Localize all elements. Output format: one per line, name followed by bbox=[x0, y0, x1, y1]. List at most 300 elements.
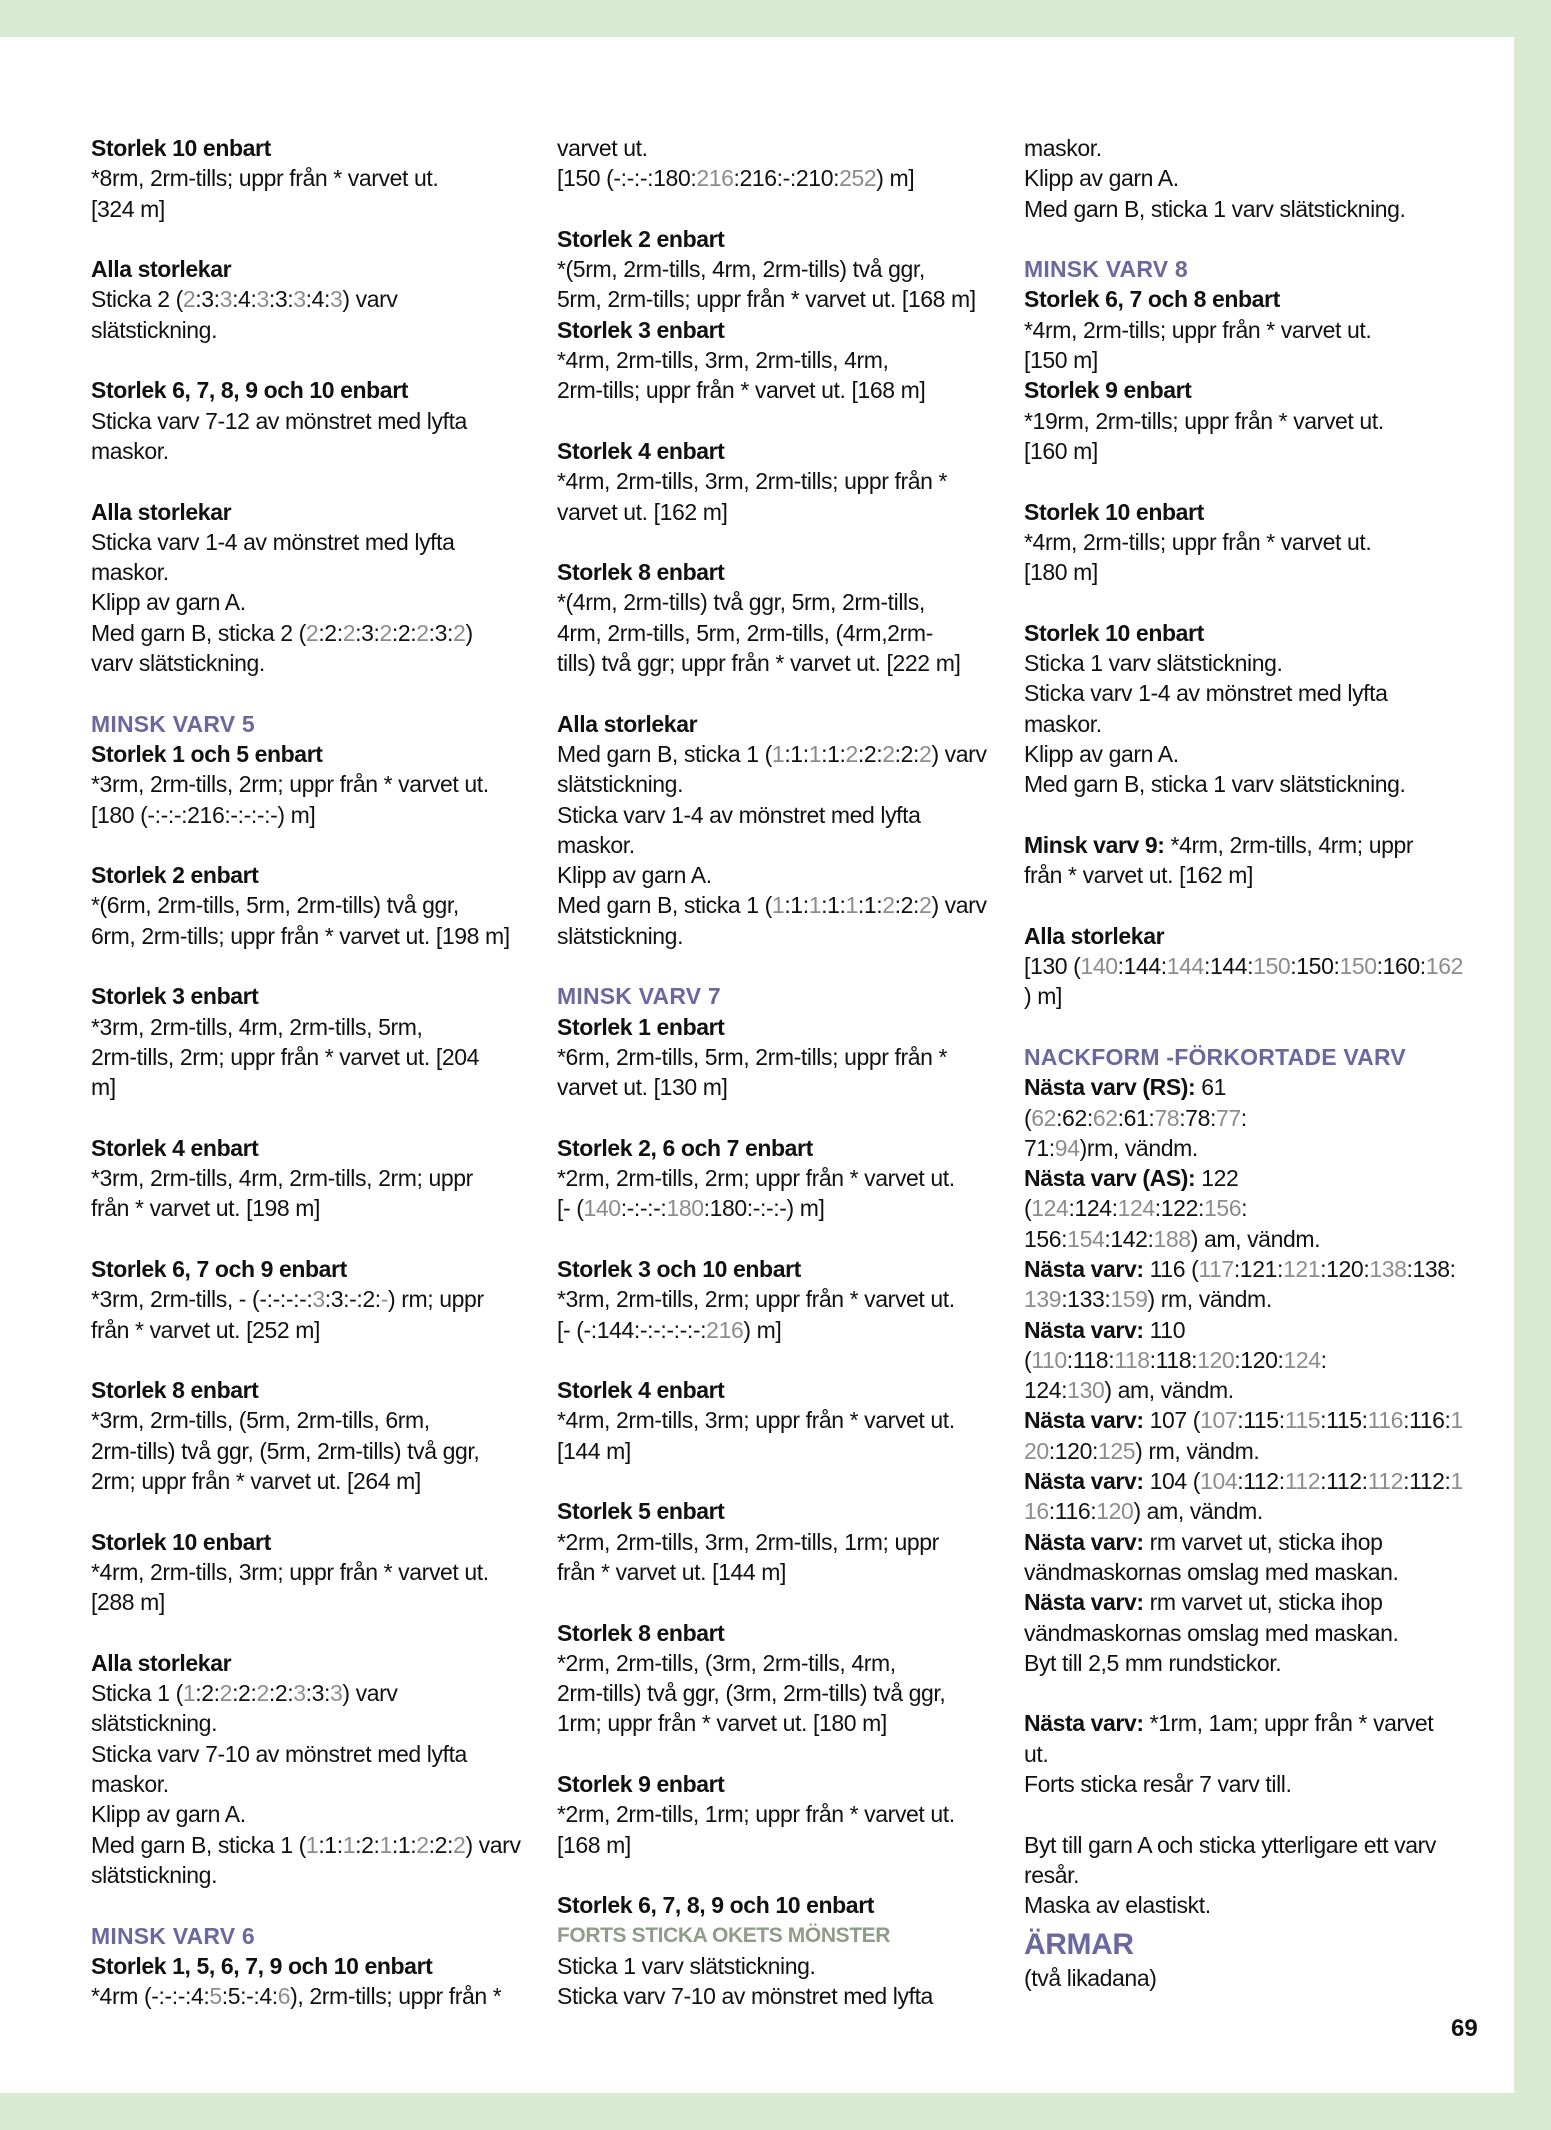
text-run: 188 bbox=[1153, 1225, 1191, 1252]
text-block bbox=[557, 1133, 1007, 1224]
text-line: *3rm, 2rm-tills, 4rm, 2rm-tills, 5rm, bbox=[91, 1013, 423, 1040]
text-run: 2 bbox=[256, 1680, 269, 1707]
text-run: 144 bbox=[1166, 953, 1204, 980]
text-run: 20 bbox=[1024, 1437, 1049, 1464]
text-line: varvet ut. bbox=[557, 135, 648, 161]
text-line: [144 m] bbox=[557, 1437, 631, 1464]
section-heading: ÄRMAR bbox=[1024, 1927, 1134, 1961]
text-run: :1: bbox=[857, 892, 883, 919]
text-run: 3 bbox=[330, 1680, 343, 1707]
text-line bbox=[1024, 1254, 1464, 1284]
text-run: *4rm (-:-:-:4: bbox=[91, 1983, 210, 2010]
text-line bbox=[91, 1830, 531, 1860]
text-line: tills) två ggr; uppr från * varvet ut. [222 m] bbox=[557, 650, 961, 677]
text-run: [150 (-:-:-:180: bbox=[557, 165, 697, 192]
text-run: ) varv bbox=[342, 1680, 398, 1707]
text-line: Sticka varv 7-10 av mönstret med lyfta bbox=[557, 1983, 933, 2010]
text-block bbox=[91, 1648, 531, 1890]
text-run: : bbox=[1240, 1104, 1247, 1131]
size-heading: Storlek 8 enbart bbox=[91, 1377, 259, 1404]
text-run: :118: bbox=[1149, 1346, 1198, 1373]
text-line: *4rm, 2rm-tills; uppr från * varvet ut. bbox=[1024, 528, 1372, 555]
text-line bbox=[1024, 1103, 1464, 1133]
text-line: Klipp av garn A. bbox=[557, 862, 712, 889]
text-run: 1 bbox=[1450, 1468, 1463, 1495]
text-run: :1: bbox=[784, 892, 809, 919]
text-line: Sticka varv 1-4 av mönstret med lyfta bbox=[1024, 680, 1388, 707]
size-heading: Alla storlekar bbox=[91, 498, 232, 525]
text-line: slätstickning. bbox=[91, 316, 218, 343]
text-line: maskor. bbox=[1024, 135, 1102, 161]
text-run: :118: bbox=[1066, 1346, 1115, 1373]
text-block bbox=[557, 1769, 1007, 1860]
text-run: :216:-:210: bbox=[733, 165, 840, 192]
text-run: 150 bbox=[1253, 953, 1291, 980]
text-line: *2rm, 2rm-tills, 1rm; uppr från * varvet ut. bbox=[557, 1801, 955, 1828]
text-run: ( bbox=[1024, 1195, 1032, 1222]
text-line bbox=[91, 618, 531, 648]
text-run: :120: bbox=[1048, 1437, 1098, 1464]
text-run: Nästa varv: bbox=[1024, 1316, 1144, 1343]
text-run: 1 bbox=[771, 892, 785, 919]
text-run: :2: bbox=[195, 1680, 220, 1707]
size-heading: Storlek 10 enbart bbox=[1024, 619, 1204, 646]
text-line: Sticka 1 varv slätstickning. bbox=[1024, 650, 1283, 677]
text-run: :120: bbox=[1320, 1255, 1370, 1282]
page bbox=[0, 37, 1514, 2093]
text-line: *2rm, 2rm-tills, 3rm, 2rm-tills, 1rm; uppr bbox=[557, 1528, 939, 1555]
text-run: :115: bbox=[1237, 1407, 1285, 1434]
size-heading: Storlek 4 enbart bbox=[557, 1377, 725, 1404]
text-run: 112 bbox=[1367, 1468, 1404, 1495]
text-run: :1: bbox=[821, 892, 846, 919]
text-run: :2: bbox=[232, 1680, 257, 1707]
text-run: : bbox=[1241, 1195, 1248, 1222]
text-block bbox=[1024, 133, 1464, 224]
text-line: *4rm, 2rm-tills, 3rm; uppr från * varvet ut. bbox=[91, 1558, 489, 1585]
text-run: 107 bbox=[1200, 1407, 1238, 1434]
text-run: :2: bbox=[894, 892, 920, 919]
text-line bbox=[91, 1678, 531, 1708]
text-line: vändmaskornas omslag med maskan. bbox=[1024, 1558, 1399, 1585]
text-line: 5rm, 2rm-tills; uppr från * varvet ut. [168 m] bbox=[557, 286, 976, 313]
text-line: [288 m] bbox=[91, 1589, 165, 1616]
text-run: :78: bbox=[1179, 1104, 1216, 1131]
text-run: ) bbox=[465, 619, 473, 646]
text-line bbox=[557, 890, 1007, 920]
text-run: 252 bbox=[839, 165, 877, 192]
text-run: :2: bbox=[268, 1680, 294, 1707]
text-line: [168 m] bbox=[557, 1831, 631, 1858]
text-run: 216 bbox=[696, 165, 734, 192]
text-run: 1 bbox=[845, 892, 858, 919]
size-heading: Storlek 2 enbart bbox=[557, 225, 725, 252]
text-run: rm varvet ut, sticka ihop bbox=[1143, 1528, 1383, 1555]
size-heading: Storlek 10 enbart bbox=[1024, 498, 1204, 525]
text-block bbox=[1024, 497, 1464, 588]
section-heading: MINSK VARV 5 bbox=[91, 710, 255, 737]
text-line bbox=[557, 1193, 1007, 1223]
text-run: ( bbox=[1024, 1346, 1032, 1373]
text-line: m] bbox=[91, 1074, 116, 1101]
text-run: :120: bbox=[1234, 1346, 1284, 1373]
text-run: :150: bbox=[1290, 953, 1340, 980]
text-run: 138 bbox=[1369, 1255, 1407, 1282]
text-run: 2 bbox=[919, 892, 932, 919]
text-run: 3 bbox=[330, 286, 343, 313]
text-line bbox=[1024, 1224, 1464, 1254]
text-run: :4: bbox=[305, 286, 330, 313]
text-run: 120 bbox=[1197, 1346, 1235, 1373]
text-run: :144: bbox=[1117, 953, 1167, 980]
text-run: :2: bbox=[355, 1831, 380, 1858]
text-run: :160: bbox=[1376, 953, 1426, 980]
text-run: 1 bbox=[808, 892, 822, 919]
size-heading: Storlek 3 enbart bbox=[91, 983, 259, 1010]
text-line: ut. bbox=[1024, 1740, 1049, 1767]
text-line: *(6rm, 2rm-tills, 5rm, 2rm-tills) två ggr, bbox=[91, 892, 459, 919]
text-line: maskor. bbox=[1024, 710, 1102, 737]
text-line: *3rm, 2rm-tills, 2rm; uppr från * varvet ut. bbox=[557, 1286, 955, 1313]
text-run: 5 bbox=[209, 1983, 222, 2010]
size-heading: Storlek 3 enbart bbox=[557, 316, 725, 343]
text-line: Klipp av garn A. bbox=[1024, 165, 1179, 192]
text-run: 1 bbox=[1450, 1407, 1463, 1434]
text-block bbox=[557, 1496, 1007, 1587]
text-line bbox=[1024, 1072, 1464, 1102]
text-run: 124 bbox=[1031, 1195, 1069, 1222]
text-run: Nästa varv: bbox=[1024, 1589, 1144, 1616]
text-line bbox=[1024, 1133, 1464, 1163]
text-line: maskor. bbox=[91, 559, 169, 586]
text-run: 2 bbox=[305, 619, 319, 646]
text-run: :112: bbox=[1403, 1468, 1451, 1495]
size-heading: Storlek 10 enbart bbox=[91, 1528, 271, 1555]
text-run: 140 bbox=[1080, 953, 1118, 980]
text-run: [- ( bbox=[557, 1195, 584, 1222]
text-run: )rm, vändm. bbox=[1079, 1134, 1198, 1161]
text-run: :133: bbox=[1061, 1286, 1111, 1313]
text-run: Nästa varv: bbox=[1024, 1407, 1144, 1434]
text-run: 180 bbox=[666, 1195, 704, 1222]
text-run: ) varv bbox=[931, 740, 987, 767]
text-run: 2 bbox=[342, 619, 356, 646]
text-run: 2 bbox=[453, 1831, 466, 1858]
text-line: varvet ut. [130 m] bbox=[557, 1074, 728, 1101]
text-line bbox=[1024, 830, 1464, 860]
text-block bbox=[91, 1133, 531, 1224]
text-run: :1: bbox=[821, 740, 846, 767]
text-line bbox=[91, 284, 531, 314]
text-line bbox=[557, 739, 1007, 769]
text-run: 122 bbox=[1195, 1165, 1239, 1192]
text-run: 121 bbox=[1282, 1255, 1321, 1282]
text-line: *3rm, 2rm-tills, (5rm, 2rm-tills, 6rm, bbox=[91, 1407, 430, 1434]
text-line bbox=[1024, 1315, 1464, 1345]
text-line bbox=[1024, 1284, 1464, 1314]
text-line: Sticka varv 7-10 av mönstret med lyfta bbox=[91, 1740, 467, 1767]
text-run: 6 bbox=[277, 1983, 291, 2010]
text-run: :2: bbox=[857, 740, 883, 767]
text-block bbox=[91, 860, 531, 951]
text-line: *4rm, 2rm-tills, 3rm, 2rm-tills; uppr från * bbox=[557, 468, 948, 495]
text-line bbox=[1024, 1466, 1464, 1496]
text-run: 2 bbox=[453, 619, 466, 646]
text-run: 2 bbox=[845, 740, 858, 767]
section-heading: NACKFORM -FÖRKORTADE VARV bbox=[1024, 1043, 1406, 1070]
text-run: 61 bbox=[1195, 1074, 1227, 1101]
size-heading: Storlek 2 enbart bbox=[91, 862, 259, 889]
text-line: *(5rm, 2rm-tills, 4rm, 2rm-tills) två ggr, bbox=[557, 256, 925, 283]
text-run: - bbox=[380, 1286, 389, 1313]
text-run: Sticka 2 ( bbox=[91, 286, 183, 313]
text-line: slätstickning. bbox=[557, 771, 684, 798]
text-run: ( bbox=[1024, 1104, 1032, 1131]
text-run: 104 ( bbox=[1143, 1468, 1201, 1495]
text-run: 110 bbox=[1031, 1346, 1067, 1373]
text-line: varv slätstickning. bbox=[91, 650, 265, 677]
text-run: ) rm; uppr bbox=[388, 1286, 484, 1313]
text-run: [- (-:144:-:-:-:-:-: bbox=[557, 1316, 707, 1343]
text-line: Klipp av garn A. bbox=[91, 589, 246, 616]
text-run: 118 bbox=[1114, 1346, 1150, 1373]
text-run: 94 bbox=[1054, 1134, 1080, 1161]
text-block bbox=[91, 1921, 531, 2012]
text-line: slätstickning. bbox=[91, 1861, 218, 1888]
text-run: :112: bbox=[1320, 1468, 1368, 1495]
text-run: 1 bbox=[808, 740, 822, 767]
text-run: Nästa varv: bbox=[1024, 1468, 1144, 1495]
text-line: slätstickning. bbox=[557, 922, 684, 949]
sub-heading: FORTS STICKA OKETS MÖNSTER bbox=[557, 1923, 890, 1947]
text-line: *19rm, 2rm-tills; uppr från * varvet ut. bbox=[1024, 407, 1384, 434]
text-run: 62 bbox=[1092, 1104, 1118, 1131]
text-run: 116 bbox=[1367, 1407, 1404, 1434]
size-heading: Storlek 8 enbart bbox=[557, 559, 725, 586]
text-run: :5:-:4: bbox=[221, 1983, 278, 2010]
text-block bbox=[557, 224, 1007, 406]
text-line: Sticka varv 7-12 av mönstret med lyfta bbox=[91, 407, 467, 434]
text-line bbox=[1024, 1405, 1464, 1435]
text-run: 2 bbox=[882, 740, 895, 767]
text-line: maskor. bbox=[557, 831, 635, 858]
text-line: 6rm, 2rm-tills; uppr från * varvet ut. [198 m] bbox=[91, 922, 510, 949]
text-line: *4rm, 2rm-tills, 3rm, 2rm-tills, 4rm, bbox=[557, 347, 889, 374]
text-run: ) varv bbox=[931, 892, 987, 919]
text-run: :1: bbox=[318, 1831, 343, 1858]
text-run: :1: bbox=[784, 740, 809, 767]
text-run: 2 bbox=[919, 740, 932, 767]
text-run: 1 bbox=[182, 1680, 196, 1707]
text-block bbox=[91, 1527, 531, 1618]
text-block bbox=[91, 981, 531, 1102]
size-heading: Storlek 5 enbart bbox=[557, 1498, 725, 1525]
text-run: 115 bbox=[1284, 1407, 1321, 1434]
text-run: 2 bbox=[882, 892, 895, 919]
size-heading: Storlek 4 enbart bbox=[557, 437, 725, 464]
size-heading: Storlek 3 och 10 enbart bbox=[557, 1255, 801, 1282]
text-block bbox=[1024, 1830, 1464, 1993]
text-run: 139 bbox=[1024, 1286, 1062, 1313]
text-run: 159 bbox=[1110, 1286, 1148, 1313]
text-block bbox=[557, 709, 1007, 951]
size-heading: Storlek 9 enbart bbox=[1024, 377, 1192, 404]
text-line: 2rm-tills) två ggr, (5rm, 2rm-tills) två ggr, bbox=[91, 1437, 480, 1464]
text-line: varvet ut. [162 m] bbox=[557, 498, 728, 525]
text-line: ) m] bbox=[1024, 983, 1062, 1010]
text-run: Minsk varv 9: bbox=[1024, 831, 1165, 858]
text-line: *4rm, 2rm-tills, 3rm; uppr från * varvet ut. bbox=[557, 1407, 955, 1434]
text-run: 110 bbox=[1143, 1316, 1186, 1343]
section-heading: MINSK VARV 8 bbox=[1024, 256, 1188, 283]
size-heading: Alla storlekar bbox=[1024, 922, 1165, 949]
text-run: Nästa varv: bbox=[1024, 1255, 1144, 1282]
size-heading: Storlek 6, 7, 8, 9 och 10 enbart bbox=[557, 1892, 875, 1919]
text-run: 3 bbox=[219, 286, 233, 313]
text-run: ) am, vändm. bbox=[1104, 1377, 1234, 1404]
text-column-2 bbox=[557, 133, 1007, 2011]
size-heading: Storlek 6, 7, 8, 9 och 10 enbart bbox=[91, 377, 409, 404]
text-block bbox=[91, 133, 531, 224]
text-run: 2 bbox=[416, 619, 429, 646]
text-run: *1rm, 1am; uppr från * varvet bbox=[1143, 1710, 1434, 1737]
text-run: :122: bbox=[1154, 1195, 1204, 1222]
text-run: [130 ( bbox=[1024, 953, 1081, 980]
text-line bbox=[1024, 1193, 1464, 1223]
text-run: Nästa varv (RS): bbox=[1024, 1074, 1196, 1101]
text-run: 156 bbox=[1203, 1195, 1242, 1222]
text-run: 130 bbox=[1067, 1377, 1105, 1404]
text-run: :121: bbox=[1233, 1255, 1283, 1282]
text-run: :144: bbox=[1203, 953, 1254, 980]
text-block bbox=[1024, 618, 1464, 800]
text-run: :124: bbox=[1068, 1195, 1118, 1222]
text-run: 216 bbox=[706, 1316, 744, 1343]
text-run: :142: bbox=[1104, 1225, 1154, 1252]
text-line: 2rm-tills, 2rm; uppr från * varvet ut. [204 bbox=[91, 1043, 479, 1070]
text-run: 2 bbox=[416, 1831, 429, 1858]
text-line: [180 (-:-:-:216:-:-:-:-) m] bbox=[91, 801, 316, 828]
text-run: Nästa varv (AS): bbox=[1024, 1165, 1196, 1192]
text-line bbox=[1024, 1375, 1464, 1405]
text-run: ) am, vändm. bbox=[1133, 1498, 1263, 1525]
text-run: :2: bbox=[318, 619, 343, 646]
text-run: :180:-:-:-) m] bbox=[703, 1195, 825, 1222]
text-run: :3:-:2: bbox=[324, 1286, 381, 1313]
size-heading: Storlek 4 enbart bbox=[91, 1134, 259, 1161]
text-run: ) varv bbox=[465, 1831, 521, 1858]
text-run: 125 bbox=[1097, 1437, 1136, 1464]
text-run: :3: bbox=[355, 619, 380, 646]
text-run: ), 2rm-tills; uppr från * bbox=[290, 1983, 502, 2010]
text-line: 2rm; uppr från * varvet ut. [264 m] bbox=[91, 1468, 421, 1495]
text-block bbox=[557, 1254, 1007, 1345]
size-heading: Storlek 2, 6 och 7 enbart bbox=[557, 1134, 813, 1161]
text-run: 112 bbox=[1284, 1468, 1321, 1495]
text-block bbox=[1024, 1708, 1464, 1799]
text-line: från * varvet ut. [252 m] bbox=[91, 1316, 321, 1343]
size-heading: Alla storlekar bbox=[91, 1649, 232, 1676]
text-run: *3rm, 2rm-tills, - (-:-:-:-: bbox=[91, 1286, 313, 1313]
text-block bbox=[557, 133, 1007, 194]
text-run: 117 bbox=[1198, 1255, 1234, 1282]
text-run: 1 bbox=[342, 1831, 356, 1858]
text-line: *4rm, 2rm-tills; uppr från * varvet ut. bbox=[1024, 316, 1372, 343]
text-run: 16 bbox=[1024, 1498, 1049, 1525]
text-run: :116: bbox=[1403, 1407, 1451, 1434]
text-block bbox=[557, 1375, 1007, 1466]
text-line bbox=[1024, 1496, 1464, 1526]
text-run: :138: bbox=[1406, 1255, 1456, 1282]
text-run: 2 bbox=[182, 286, 196, 313]
text-run: 104 bbox=[1200, 1468, 1238, 1495]
text-run: :115: bbox=[1320, 1407, 1368, 1434]
text-run: 107 ( bbox=[1143, 1407, 1201, 1434]
text-line: Med garn B, sticka 1 varv slätstickning. bbox=[1024, 771, 1406, 798]
text-run: Med garn B, sticka 1 ( bbox=[91, 1831, 306, 1858]
text-run: 154 bbox=[1067, 1225, 1105, 1252]
text-line: från * varvet ut. [144 m] bbox=[557, 1558, 787, 1585]
text-line: Maska av elastiskt. bbox=[1024, 1892, 1211, 1919]
text-line bbox=[557, 163, 1007, 193]
text-run: ) am, vändm. bbox=[1190, 1225, 1321, 1252]
section-heading: MINSK VARV 7 bbox=[557, 983, 721, 1010]
text-line: från * varvet ut. [162 m] bbox=[1024, 862, 1254, 889]
text-run: 78 bbox=[1154, 1104, 1180, 1131]
text-line bbox=[1024, 951, 1464, 981]
text-line bbox=[91, 1981, 531, 2011]
text-run: ) rm, vändm. bbox=[1135, 1437, 1260, 1464]
text-run: 3 bbox=[293, 1680, 306, 1707]
text-block bbox=[557, 1618, 1007, 1739]
size-heading: Alla storlekar bbox=[557, 710, 698, 737]
size-heading: Alla storlekar bbox=[91, 256, 232, 283]
text-run: :3: bbox=[268, 286, 294, 313]
text-line: Sticka varv 1-4 av mönstret med lyfta bbox=[91, 528, 455, 555]
text-block bbox=[1024, 1042, 1464, 1678]
text-run: :112: bbox=[1237, 1468, 1285, 1495]
text-run: 3 bbox=[312, 1286, 325, 1313]
text-run: 162 bbox=[1425, 953, 1463, 980]
text-line: *(4rm, 2rm-tills) två ggr, 5rm, 2rm-tills, bbox=[557, 589, 925, 616]
text-block bbox=[91, 497, 531, 679]
text-run: 1 bbox=[771, 740, 785, 767]
size-heading: Storlek 1, 5, 6, 7, 9 och 10 enbart bbox=[91, 1952, 433, 1979]
text-line: *2rm, 2rm-tills, (3rm, 2rm-tills, 4rm, bbox=[557, 1649, 896, 1676]
text-run: 1 bbox=[379, 1831, 392, 1858]
text-line: Klipp av garn A. bbox=[91, 1801, 246, 1828]
text-run: 2 bbox=[379, 619, 392, 646]
size-heading: Storlek 6, 7 och 9 enbart bbox=[91, 1255, 347, 1282]
text-column-3 bbox=[1024, 133, 1464, 1993]
text-line: 2rm-tills; uppr från * varvet ut. [168 m] bbox=[557, 377, 926, 404]
text-line: Sticka 1 varv slätstickning. bbox=[557, 1952, 816, 1979]
text-line: slätstickning. bbox=[91, 1710, 218, 1737]
text-block bbox=[1024, 830, 1464, 891]
text-line bbox=[1024, 1163, 1464, 1193]
text-block bbox=[91, 1375, 531, 1496]
text-run: 1 bbox=[305, 1831, 319, 1858]
text-block bbox=[1024, 921, 1464, 1012]
text-run: :2: bbox=[391, 619, 417, 646]
text-block bbox=[557, 557, 1007, 678]
text-run: 124 bbox=[1283, 1346, 1321, 1373]
text-line: maskor. bbox=[91, 437, 169, 464]
text-block bbox=[1024, 254, 1464, 466]
text-block bbox=[91, 709, 531, 830]
size-heading: Storlek 8 enbart bbox=[557, 1619, 725, 1646]
text-line: vändmaskornas omslag med maskan. bbox=[1024, 1619, 1399, 1646]
